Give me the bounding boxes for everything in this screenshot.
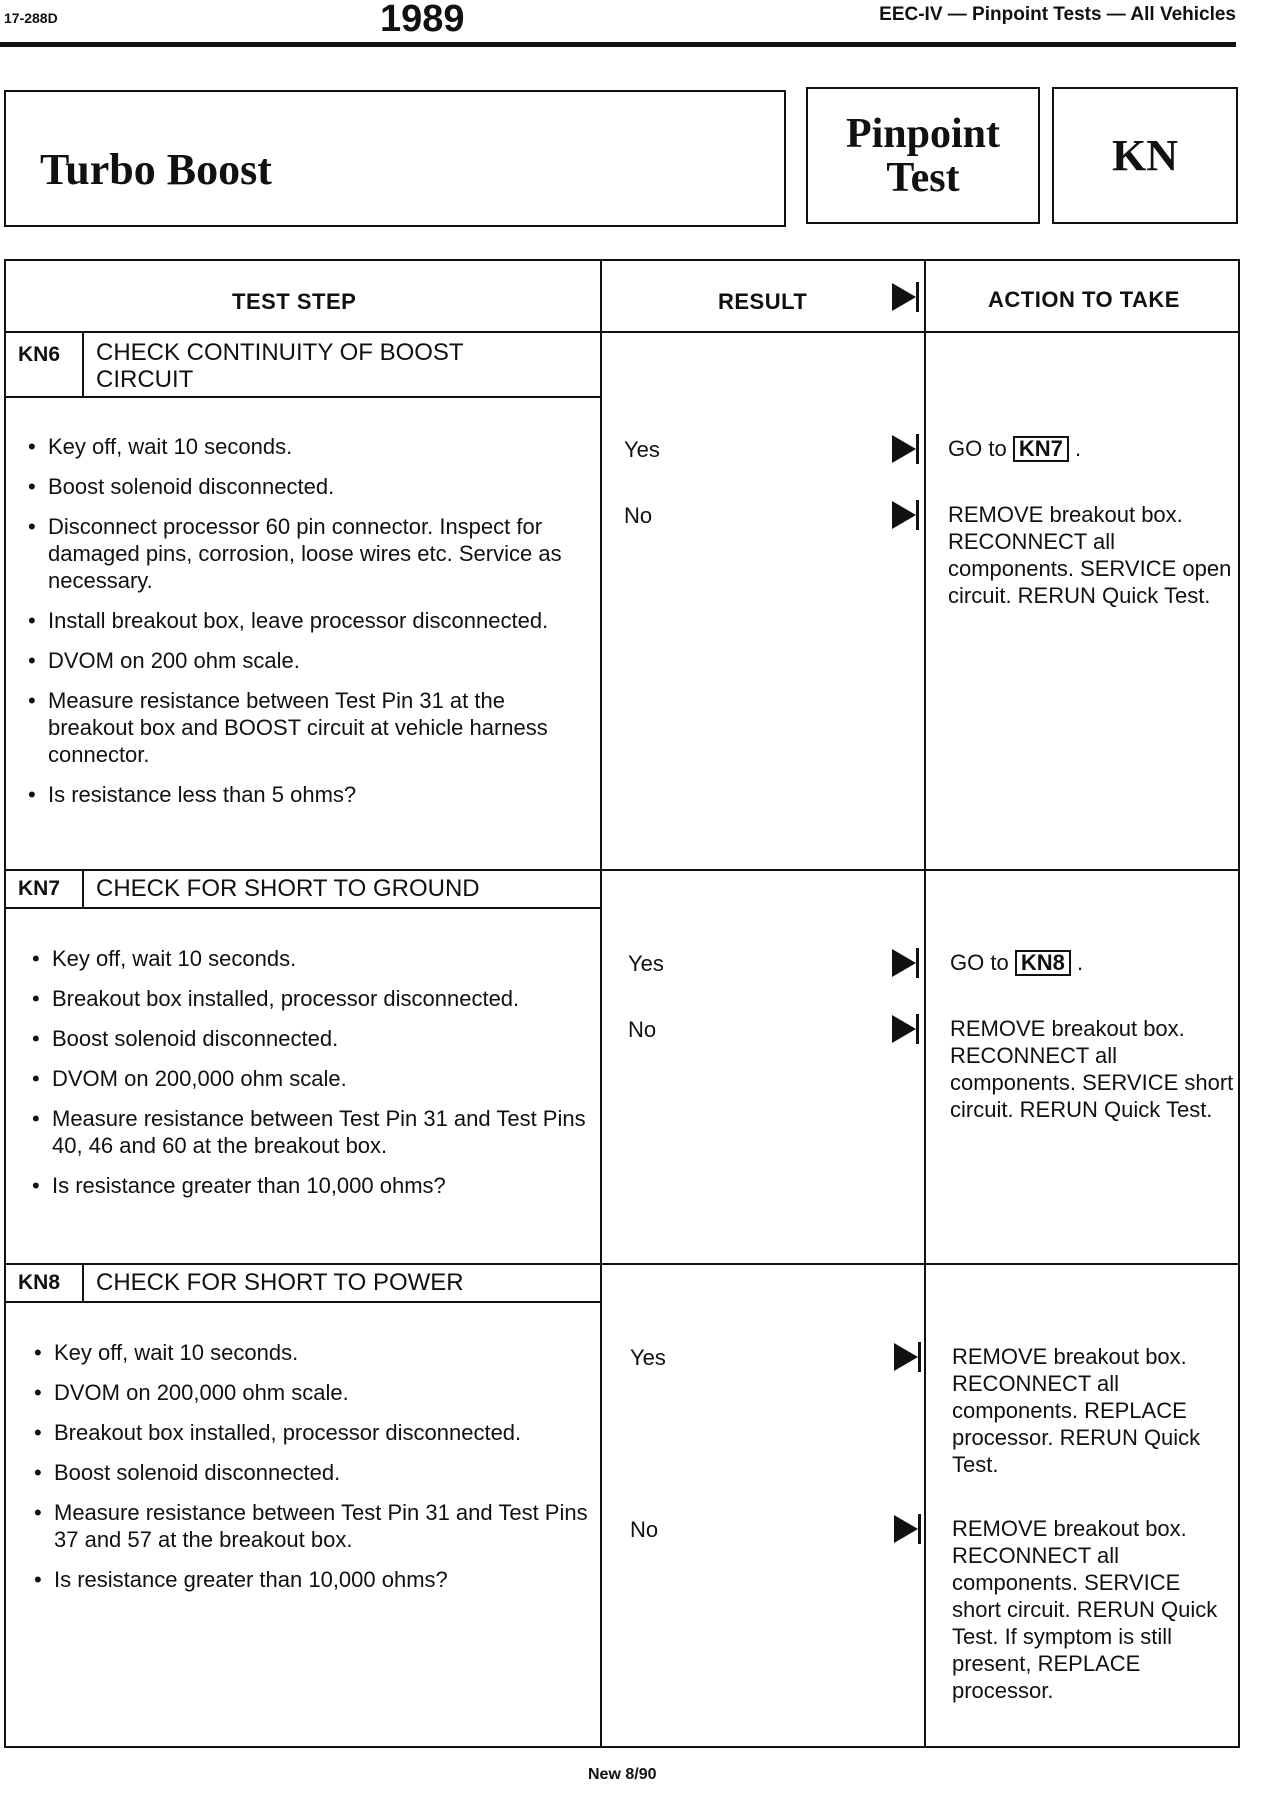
result-yes: Yes <box>630 1345 666 1370</box>
result-arrow-bar <box>916 1014 919 1044</box>
step-header-kn6 <box>6 331 602 398</box>
step-code: KN6 <box>18 343 61 366</box>
list-item: • Key off, wait 10 seconds. <box>34 1339 594 1366</box>
result-arrow-icon <box>894 1343 918 1371</box>
list-item: • Key off, wait 10 seconds. <box>32 945 592 972</box>
action-goto <box>950 949 1083 976</box>
title-box <box>4 90 786 227</box>
result-yes: Yes <box>624 437 660 462</box>
action-text: REMOVE breakout box. RECONNECT all components. REPLACE processor. RERUN Quick Test. <box>952 1344 1201 1477</box>
model-year: 1989 <box>380 0 465 40</box>
list-item: • Is resistance greater than 10,000 ohms? <box>34 1566 594 1593</box>
list-item: • Boost solenoid disconnected. <box>34 1459 594 1486</box>
goto-kn8-reference: KN8 <box>1015 950 1071 976</box>
list-item: • Key off, wait 10 seconds. <box>28 433 568 460</box>
list-item: • DVOM on 200,000 ohm scale. <box>32 1065 592 1092</box>
table-header-row <box>6 261 1238 333</box>
result-arrow-icon <box>892 435 916 463</box>
action-goto-text: GO to <box>948 436 1007 461</box>
page-title: Turbo Boost <box>40 145 272 194</box>
result-arrow-icon <box>894 1515 918 1543</box>
list-item: • Measure resistance between Test Pin 31 and Test Pins 37 and 57 at the breakout box. <box>34 1499 594 1553</box>
header-test-step: TEST STEP <box>232 289 357 314</box>
revision-note: New 8/90 <box>588 1766 657 1783</box>
document-id: 17-288D <box>4 10 58 26</box>
list-item: • Boost solenoid disconnected. <box>32 1025 592 1052</box>
list-item: • Boost solenoid disconnected. <box>28 473 568 500</box>
test-type-box <box>806 87 1040 224</box>
step-code: KN8 <box>18 1271 61 1294</box>
step-bullets-kn7 <box>32 945 592 1212</box>
list-item: • Is resistance less than 5 ohms? <box>28 781 568 808</box>
result-no: No <box>628 1017 657 1042</box>
step-bullets-kn8 <box>34 1339 594 1606</box>
step-code-divider <box>82 871 84 907</box>
step-title: CHECK FOR SHORT TO GROUND <box>96 875 480 902</box>
action-text: REMOVE breakout box. RECONNECT all components. SERVICE open circuit. RERUN Quick Test. <box>948 502 1232 608</box>
header-rule <box>0 42 1236 47</box>
action-goto <box>948 435 1081 462</box>
test-type-line-1: Pinpoint <box>845 110 1001 157</box>
test-type-line-2: Test <box>886 154 960 201</box>
list-item: • Is resistance greater than 10,000 ohms? <box>32 1172 592 1199</box>
list-item: • DVOM on 200 ohm scale. <box>28 647 568 674</box>
list-item: • Breakout box installed, processor disconnected. <box>32 985 592 1012</box>
header-arrow-bar <box>916 282 919 312</box>
result-no: No <box>630 1517 659 1542</box>
list-item: • Disconnect processor 60 pin connector. Inspect for damaged pins, corrosion, loose wires etc. Service as necessary. <box>28 513 568 594</box>
test-code-box <box>1052 87 1238 224</box>
test-code: KN <box>1112 131 1178 180</box>
step-bullets-kn6 <box>28 433 568 821</box>
result-arrow-icon <box>892 949 916 977</box>
list-item: • Measure resistance between Test Pin 31 and Test Pins 40, 46 and 60 at the breakout box. <box>32 1105 592 1159</box>
pinpoint-test-table <box>4 259 1240 1748</box>
list-item: • Breakout box installed, processor disconnected. <box>34 1419 594 1446</box>
header-result: RESULT <box>718 289 808 314</box>
step-header-kn8 <box>6 1265 602 1303</box>
action-text: REMOVE breakout box. RECONNECT all components. SERVICE short circuit. RERUN Quick Test. If symptom is still present, REPLACE processor. <box>952 1516 1218 1703</box>
result-arrow-bar <box>916 500 919 530</box>
result-arrow-icon <box>892 501 916 529</box>
step-code-divider <box>82 331 84 396</box>
result-yes: Yes <box>628 951 664 976</box>
step-title: CHECK FOR SHORT TO POWER <box>96 1269 464 1296</box>
action-goto-suffix: . <box>1076 950 1084 975</box>
header-arrow-icon <box>892 283 916 311</box>
result-no: No <box>624 503 653 528</box>
result-arrow-bar <box>918 1514 921 1544</box>
list-item: • Measure resistance between Test Pin 31 at the breakout box and BOOST circuit at vehicle harness connector. <box>28 687 568 768</box>
list-item: • DVOM on 200,000 ohm scale. <box>34 1379 594 1406</box>
action-goto-text: GO to <box>950 950 1009 975</box>
step-code: KN7 <box>18 877 61 900</box>
running-title: EEC-IV — Pinpoint Tests — All Vehicles <box>879 4 1236 25</box>
step-code-divider <box>82 1265 84 1301</box>
goto-kn7-reference: KN7 <box>1013 436 1069 462</box>
result-arrow-icon <box>892 1015 916 1043</box>
result-arrow-bar <box>916 434 919 464</box>
result-arrow-bar <box>916 948 919 978</box>
step-header-kn7 <box>6 871 602 909</box>
action-text: REMOVE breakout box. RECONNECT all components. SERVICE short circuit. RERUN Quick Test. <box>950 1016 1234 1122</box>
column-divider-action <box>924 261 926 1746</box>
header-action: ACTION TO TAKE <box>988 287 1180 312</box>
action-goto-suffix: . <box>1074 436 1082 461</box>
list-item: • Install breakout box, leave processor disconnected. <box>28 607 568 634</box>
step-title: CHECK CONTINUITY OF BOOST CIRCUIT <box>96 339 464 393</box>
column-divider-result <box>600 261 602 1746</box>
result-arrow-bar <box>918 1342 921 1372</box>
